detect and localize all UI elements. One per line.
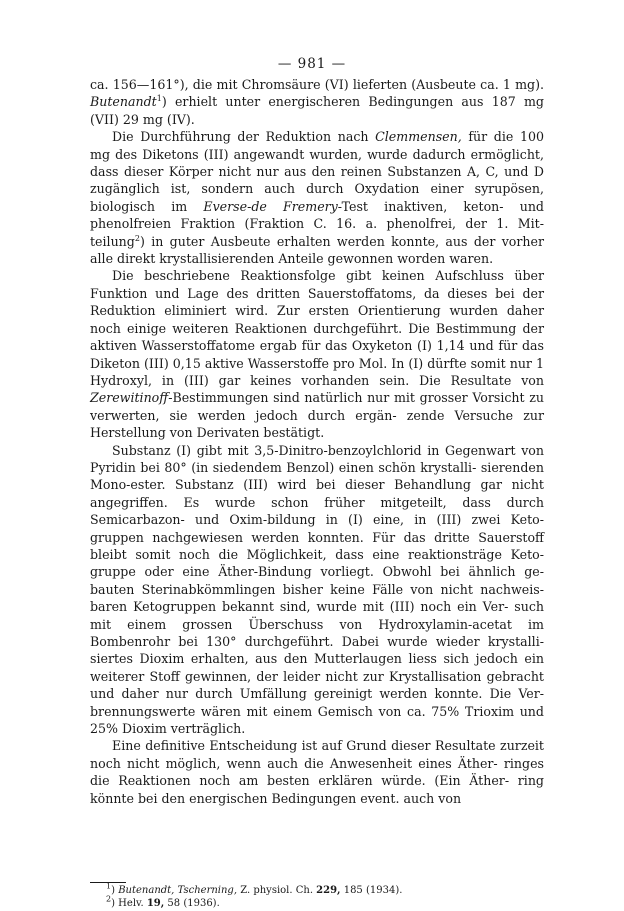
text-run: 58 (1936). xyxy=(164,898,220,909)
paragraph xyxy=(90,128,544,267)
bold-text: 19, xyxy=(146,898,165,909)
paragraph xyxy=(90,267,544,441)
footnote xyxy=(106,894,546,910)
paragraph xyxy=(90,76,544,128)
text-run: Die Durchführung der Reduktion nach xyxy=(112,129,376,145)
footnote-marker: 2 xyxy=(106,894,112,904)
text-run: ) Helv. xyxy=(111,898,147,909)
footnote xyxy=(106,881,546,897)
text-run: ) in guter Ausbeute erhalten werden konnte, aus der vorher alle direkt krystallisierenden Anteile gewonnen worden waren. xyxy=(90,233,544,267)
italic-text: Butenandt xyxy=(90,94,157,110)
bold-text: 229, xyxy=(316,885,341,896)
text-run: ) xyxy=(111,885,119,896)
footnotes xyxy=(106,881,546,910)
footnote-marker: 2 xyxy=(134,233,140,243)
text-run: Die beschriebene Reaktionsfolge gibt keinen Aufschluss über Funktion und Lage des dritten Sauerstoffatoms, da dieses bei der Reduktion eliminiert wird. Zur ersten Orientierung wurden daher noch einige weiteren Reaktionen durchgeführt. Die Bestimmung der aktiven Wasserstoffatome ergab für das Oxyketon (I) 1,14 und für das Diketon (III) 0,15 aktive Wasserstoffe pro Mol. In (I) dürfte somit nur 1 Hydroxyl, in (III) gar keines vorhanden sein. Die Resultate von xyxy=(90,268,544,388)
italic-text: Everse-de Fremery xyxy=(203,198,338,214)
text-run: Z. physiol. Ch. xyxy=(237,885,317,896)
paragraph xyxy=(90,442,544,738)
text-run: -Bestimmungen sind natürlich nur mit grosser Vorsicht zu verwerten, sie werden jedoch durch ergän- zende Versuche zur Herstellung von Derivaten bestätigt. xyxy=(90,390,544,441)
text-run: für die 100 mg des Diketons (III) angewandt wurden, wurde dadurch ermöglicht, dass dieser Körper nicht nur aus den reinen Substanzen A, C, und D zugänglich ist, sondern auch durch Oxydation einer syrupösen, biologisch im xyxy=(90,129,545,214)
italic-text: Zerewitinoff xyxy=(90,390,169,406)
text-run: ca. 156—161°), die mit Chromsäure (VI) lieferten (Ausbeute ca. 1 mg). xyxy=(90,77,544,92)
italic-text: Butenandt, Tscherning, xyxy=(118,885,238,896)
footnote-marker: 1 xyxy=(156,94,162,104)
footnote-marker: 1 xyxy=(106,881,112,891)
text-run: Eine definitive Entscheidung ist auf Grund dieser Resultate zurzeit noch nicht möglich, wenn auch die Anwesenheit eines Äther- ringes die Reaktionen noch am besten erklären würde. (Ein Äther- ring könnte bei den energischen Bedingungen event. auch von xyxy=(90,738,544,806)
text-run: -Test inaktiven, keton- und phenolfreien Fraktion (Fraktion C. 16. a. phenolfrei, der 1. Mit- teilung xyxy=(90,198,544,249)
text-run: ) erhielt unter energischeren Bedingungen aus 187 mg (VII) 29 mg (IV). xyxy=(90,94,544,127)
page-number: — 981 — xyxy=(277,56,347,72)
text-run: 185 (1934). xyxy=(340,885,403,896)
italic-text: Clemmensen, xyxy=(375,129,462,145)
text-run: Substanz (I) gibt mit 3,5-Dinitro-benzoylchlorid in Gegenwart von Pyridin bei 80° (in siedendem Benzol) einen schön krystalli- sierenden Mono-ester. Substanz (III) wird bei dieser Behandlung gar nicht angegriffen. Es wurde schon früher mitgeteilt, dass durch Semicarbazon- und Oxim-bildung in (I) eine, in (III) zwei Keto- gruppen nachgewiesen werden konnten. Für das dritte Sauerstoff bleibt somit noch die Möglichkeit, dass eine reaktionsträge Keto- gruppe oder eine Äther-Bindung vorliegt. Obwohl bei ähnlich ge- bauten Sterinabkömmlingen bisher keine Fälle von nicht nachweis- baren Ketogruppen bekannt sind, wurde mit (III) noch ein Ver- such mit einem grossen Überschuss von Hydroxylamin-acetat im Bombenrohr bei 130° durchgeführt. Dabei wurde wieder krystalli- siertes Dioxim erhalten, aus den Mutterlaugen liess sich jedoch ein weiterer Stoff gewinnen, der leider nicht zur Krystallisation gebracht und daher nur durch Umfällung gereinigt werden konnte. Die Ver- brennungswerte wären mit einem Gemisch von ca. 75% Trioxim und 25% Dioxim verträglich. xyxy=(90,442,544,737)
paragraph xyxy=(90,737,544,807)
body-text xyxy=(90,76,544,807)
